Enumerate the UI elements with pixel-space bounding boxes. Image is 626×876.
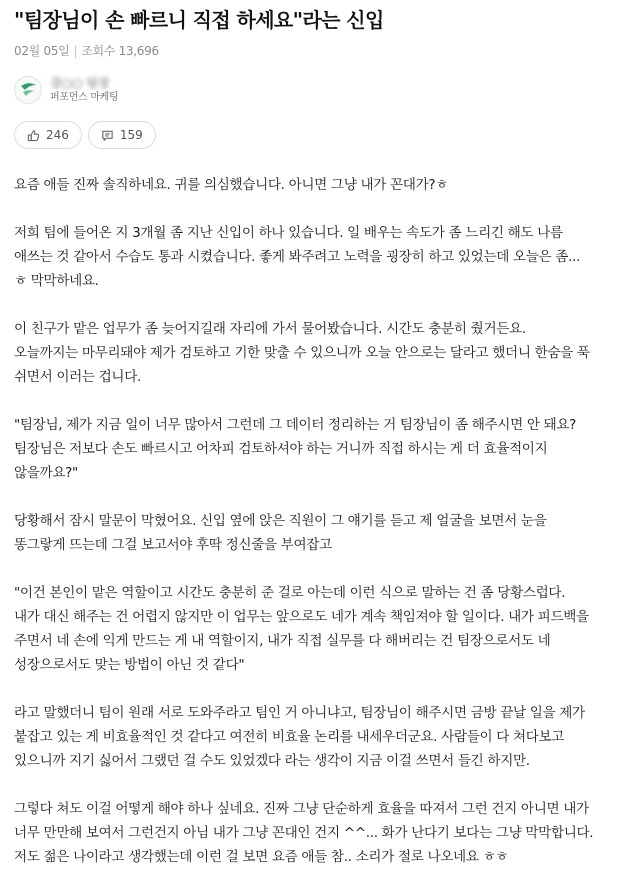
paragraph-line: 그렇다 쳐도 이걸 어떻게 해야 하나 싶네요. 진짜 그냥 단순하게 효율을 따져서 그런 건지 아니면 내가: [14, 801, 589, 817]
reaction-bar: [14, 121, 626, 149]
post-title: "팀장님이 손 빠르니 직접 하세요"라는 신입: [14, 8, 384, 32]
paragraph-line: 저도 젊은 나이라고 생각했는데 이런 걸 보면 요즘 애들 참.. 소리가 절로 나오네요 ㅎㅎ: [14, 849, 509, 865]
author-block[interactable]: [14, 75, 626, 105]
author-team: 퍼포먼스 마케팅: [50, 91, 119, 103]
post-body: [14, 173, 626, 869]
body-paragraph: [14, 509, 616, 557]
avatar[interactable]: [14, 76, 42, 104]
author-name[interactable]: 강○○ 팀장: [50, 75, 110, 90]
comment-button[interactable]: [88, 121, 156, 149]
paragraph-line: 애쓰는 것 같아서 수습도 통과 시켰습니다. 좋게 봐주려고 노력을 굉장히 하고 있었는데 오늘은 좀...: [14, 249, 580, 265]
body-paragraph: [14, 413, 616, 485]
paragraph-line: 팀장님은 저보다 손도 빠르시고 어차피 검토하셔야 하는 거니까 직접 하시는 게 더 효율적이지: [14, 441, 548, 457]
body-paragraph: [14, 221, 616, 293]
paragraph-line: 쉬면서 이러는 겁니다.: [14, 369, 141, 385]
paragraph-line: 붙잡고 있는 게 비효율적인 것 같다고 여전히 비효율 논리를 내세우더군요. 사람들이 다 쳐다보고: [14, 729, 565, 745]
like-count: 246: [46, 128, 69, 142]
post-meta: [14, 42, 626, 59]
paragraph-line: 라고 말했더니 팀이 원래 서로 도와주라고 팀인 거 아니냐고, 팀장님이 해주시면 금방 끝날 일을 제가: [14, 705, 585, 721]
body-paragraph: [14, 701, 616, 773]
company-logo-icon: [15, 77, 41, 103]
comment-count: 159: [119, 128, 143, 142]
paragraph-line: 똥그랗게 뜨는데 그걸 보고서야 후딱 정신줄을 부여잡고: [14, 537, 332, 553]
paragraph-line: "이건 본인이 맡은 역할이고 시간도 충분히 준 걸로 아는데 이런 식으로 말하는 건 좀 당황스럽다.: [14, 585, 566, 601]
body-paragraph: [14, 581, 616, 677]
paragraph-line: "팀장님, 제가 지금 일이 너무 많아서 그런데 그 데이터 정리하는 거 팀장님이 좀 해주시면 안 돼요?: [14, 417, 577, 433]
paragraph-line: 오늘까지는 마무리돼야 제가 검토하고 기한 맞출 수 있으니까 오늘 안으로는 달라고 했더니 한숨을 푹: [14, 345, 590, 361]
body-paragraph: [14, 173, 616, 197]
thumbs-up-icon: [27, 129, 40, 142]
like-button[interactable]: [14, 121, 82, 149]
comment-icon: [101, 129, 114, 142]
paragraph-line: 않을까요?": [14, 465, 78, 481]
paragraph-line: 당황해서 잠시 말문이 막혔어요. 신입 옆에 앉은 직원이 그 얘기를 듣고 제 얼굴을 보면서 눈을: [14, 513, 547, 529]
paragraph-line: 내가 대신 해주는 건 어렵지 않지만 이 업무는 앞으로도 네가 계속 책임져야 할 일이다. 내가 피드백을: [14, 609, 589, 625]
paragraph-line: 너무 만만해 보여서 그런건지 아님 내가 그냥 꼰대인 건지 ^^... 화가 난다기 보다는 그냥 막막합니다.: [14, 825, 594, 841]
post-date: 02월 05일: [14, 44, 70, 58]
paragraph-line: 있으니까 지기 싫어서 그랬던 걸 수도 있었겠다 라는 생각이 지금 이걸 쓰면서 들긴 하지만.: [14, 753, 530, 769]
author-info: [50, 76, 118, 105]
body-paragraph: [14, 797, 616, 869]
paragraph-line: 이 친구가 맡은 업무가 좀 늦어지길래 자리에 가서 물어봤습니다. 시간도 충분히 줬거든요.: [14, 321, 526, 337]
paragraph-line: ㅎ 막막하네요.: [14, 273, 99, 289]
paragraph-line: 저희 팀에 들어온 지 3개월 좀 지난 신입이 하나 있습니다. 일 배우는 속도가 좀 느리긴 해도 나름: [14, 225, 563, 241]
view-count: 조회수 13,696: [81, 44, 159, 58]
paragraph-line: 주면서 네 손에 익게 만드는 게 내 역할이지, 내가 직접 실무를 다 해버리는 건 팀장으로서도 네: [14, 633, 551, 649]
body-paragraph: [14, 317, 616, 389]
meta-divider: |: [73, 44, 78, 58]
paragraph-line: 성장으로서도 맞는 방법이 아닌 것 같다": [14, 657, 245, 673]
paragraph-line: 요즘 애들 진짜 솔직하네요. 귀를 의심했습니다. 아니면 그냥 내가 꼰대가?ㅎ: [14, 177, 448, 193]
